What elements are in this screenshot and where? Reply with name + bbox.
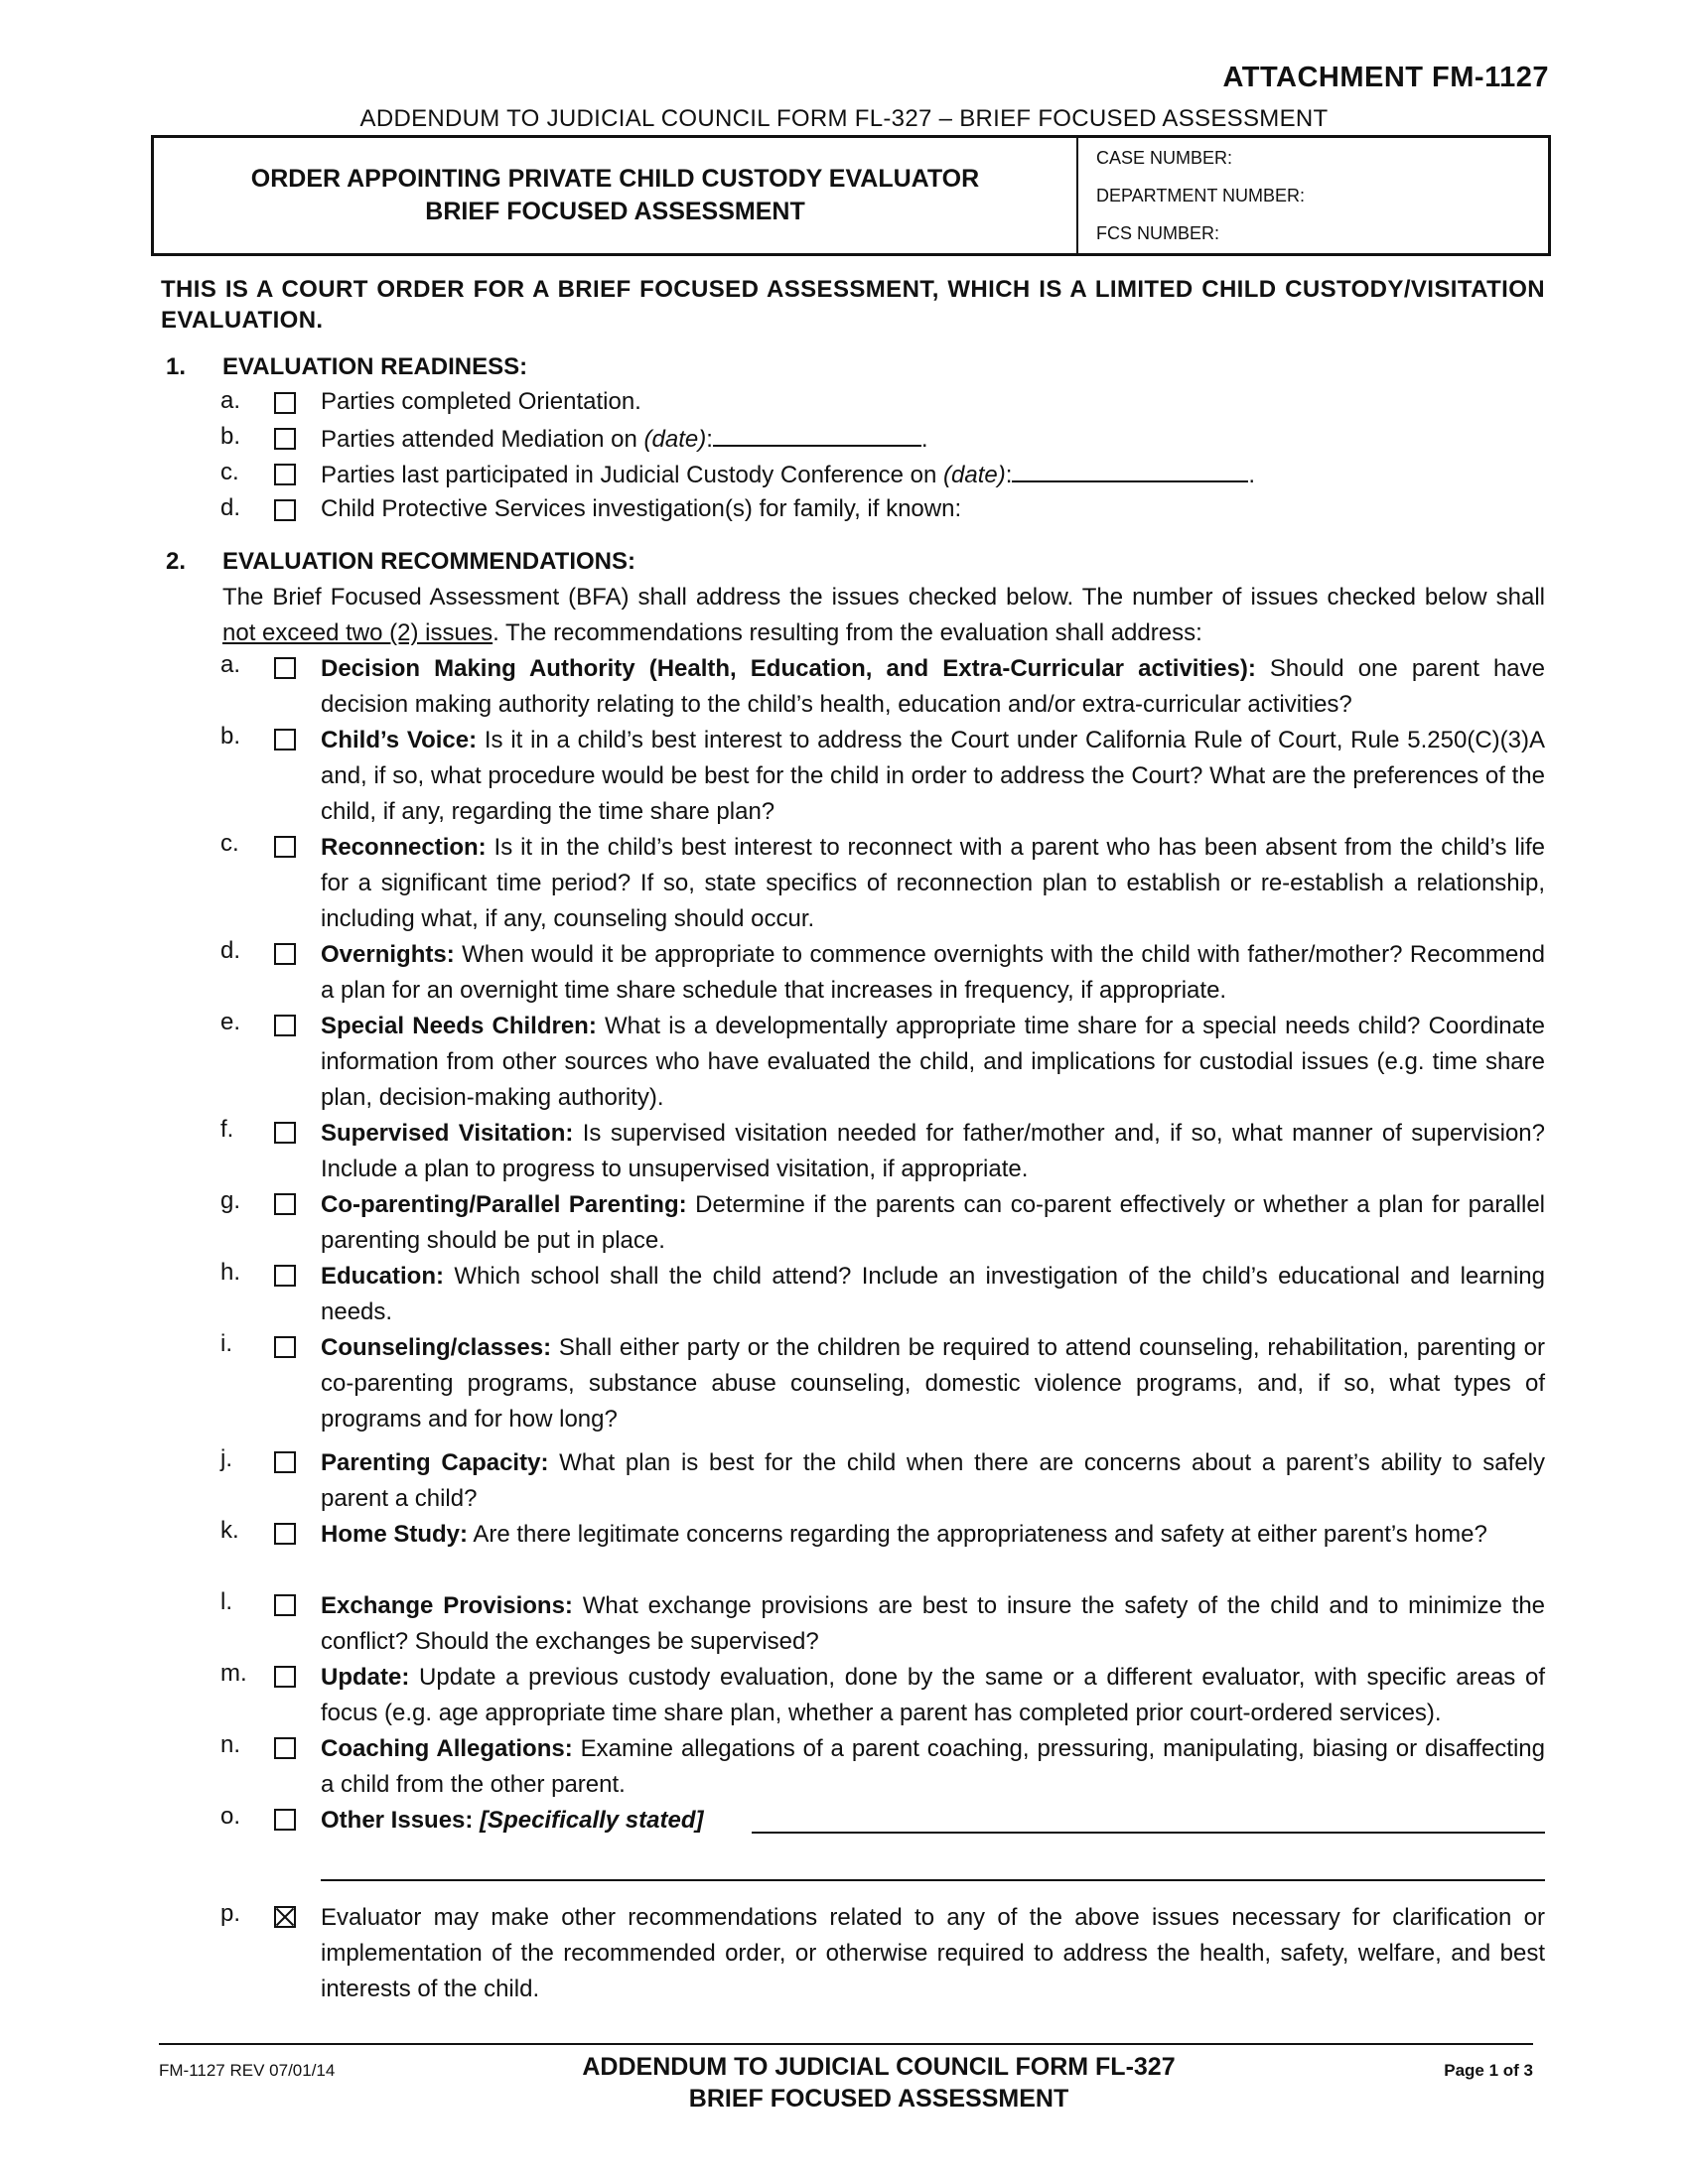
footer-divider (159, 2043, 1533, 2045)
item-letter: n. (220, 1731, 241, 1758)
item-letter: c. (220, 830, 239, 857)
footer-title (447, 2051, 1311, 2115)
checkbox[interactable] (274, 1451, 296, 1473)
date-label: (date) (643, 426, 707, 453)
item-body: What is a developmentally appropriate time share for a special needs child? Coordinate information from other sources who have evaluated the child, and implications for custodial issues (e.g. time share plan, decision-making authority). (321, 1013, 1545, 1111)
date-colon: : (1005, 462, 1013, 488)
item-text: Child Protective Services investigation(s) for family, if known: (321, 495, 962, 522)
item-text (321, 1588, 1545, 1660)
item-body: Shall either party or the children be required to attend counseling, rehabilitation, parenting or co-parenting programs, substance abuse counseling, domestic violence programs, and, if so, what types of programs and for how long? (321, 1334, 1545, 1433)
footer-form-rev: FM-1127 REV 07/01/14 (159, 2061, 336, 2080)
checkbox[interactable] (274, 836, 296, 858)
item-heading: Supervised Visitation: (321, 1120, 574, 1147)
other-issues-input-line1[interactable] (752, 1832, 1545, 1834)
item-text (321, 1731, 1545, 1803)
checkbox[interactable] (274, 1594, 296, 1616)
item-body: Is it in the child’s best interest to reconnect with a parent who has been absent from the child’s life for a significant time period? If so, state specifics of reconnection plan to establish or re-establish a relationship, including what, if any, counseling should occur. (321, 834, 1545, 932)
item-end: . (1248, 462, 1256, 488)
item-body: Which school shall the child attend? Include an investigation of the child’s educational and learning needs. (321, 1263, 1545, 1325)
item-letter: h. (220, 1259, 241, 1286)
section2-intro-underlined: not exceed two (2) issues (222, 619, 493, 646)
item-text: Parties completed Orientation. (321, 388, 641, 415)
section1-title: EVALUATION READINESS: (222, 353, 528, 380)
item-heading: Exchange Provisions: (321, 1592, 573, 1619)
section1-number: 1. (166, 353, 187, 380)
item-heading: Education: (321, 1263, 444, 1290)
mediation-date-blank[interactable] (713, 423, 921, 447)
item-text (321, 1660, 1545, 1731)
item-heading: Parenting Capacity: (321, 1449, 549, 1476)
item-letter: f. (220, 1116, 234, 1143)
date-label: (date) (943, 462, 1006, 488)
item-body: Are there legitimate concerns regarding the appropriateness and safety at either parent’s home? (468, 1521, 1487, 1548)
item-text (321, 937, 1545, 1009)
item-heading: Counseling/classes: (321, 1334, 552, 1361)
item-body: Examine allegations of a parent coaching, pressuring, manipulating, biasing or disaffecting a child from the other parent. (321, 1735, 1545, 1798)
item-text-main: Parties attended Mediation on (321, 426, 644, 453)
item-body: What exchange provisions are best to insure the safety of the child and to minimize the conflict? Should the exchanges be supervised? (321, 1592, 1546, 1655)
item-letter: i. (220, 1330, 232, 1357)
item-body: Determine if the parents can co-parent effectively or whether a plan for parallel parenting should be put in place. (321, 1191, 1545, 1254)
item-body: When would it be appropriate to commence overnights with the child with father/mother? Recommend a plan for an overnight time share schedule that increases in frequency, if appropriate. (321, 941, 1545, 1004)
item-text (321, 1259, 1545, 1330)
item-text (321, 651, 1545, 723)
section2-number: 2. (166, 548, 187, 575)
item-letter: k. (220, 1517, 239, 1544)
addendum-line: ADDENDUM TO JUDICIAL COUNCIL FORM FL-327 – BRIEF FOCUSED ASSESSMENT (359, 105, 1329, 132)
item-letter: a. (220, 651, 241, 678)
item-heading: Special Needs Children: (321, 1013, 597, 1039)
item-heading: Reconnection: (321, 834, 487, 861)
item-letter: l. (220, 1588, 232, 1615)
other-issues-input-line2[interactable] (321, 1879, 1545, 1881)
form-title-line2: BRIEF FOCUSED ASSESSMENT (425, 198, 805, 225)
checkbox[interactable] (274, 657, 296, 679)
item-letter: a. (220, 387, 241, 414)
item-heading: Child’s Voice: (321, 727, 478, 753)
section2-intro-part2: . The recommendations resulting from the evaluation shall address: (492, 619, 1202, 646)
item-letter: g. (220, 1187, 241, 1214)
checkbox[interactable] (274, 428, 296, 450)
checkbox[interactable] (274, 1193, 296, 1215)
checkbox[interactable] (274, 464, 296, 485)
item-text (321, 459, 1545, 490)
item-text-main: Parties last participated in Judicial Custody Conference on (321, 462, 943, 488)
item-text (321, 1330, 1545, 1437)
footer-title-line2: BRIEF FOCUSED ASSESSMENT (688, 2085, 1069, 2113)
checkbox-checked[interactable] (274, 1906, 296, 1928)
item-heading: Decision Making Authority (Health, Education, and Extra-Curricular activities): (321, 655, 1256, 682)
item-letter: j. (220, 1445, 232, 1472)
case-info (1079, 138, 1548, 253)
checkbox[interactable] (274, 1666, 296, 1688)
checkbox[interactable] (274, 1523, 296, 1545)
item-text (321, 1445, 1545, 1517)
checkbox[interactable] (274, 943, 296, 965)
checkbox[interactable] (274, 1336, 296, 1358)
item-heading: Overnights: (321, 941, 455, 968)
section2-intro-part1: The Brief Focused Assessment (BFA) shall address the issues checked below. The number of issues checked below shall (222, 584, 1545, 611)
checkbox[interactable] (274, 1809, 296, 1831)
item-letter: e. (220, 1009, 241, 1035)
item-body: Is it in a child’s best interest to address the Court under California Rule of Court, Rule 5.250(C)(3)A and, if so, what procedure would be best for the child in order to address the Court? What are the preferences of the child, if any, regarding the time share plan? (321, 727, 1545, 825)
form-title-line1: ORDER APPOINTING PRIVATE CHILD CUSTODY EVALUATOR (250, 165, 980, 193)
item-heading: Other Issues: (321, 1807, 474, 1834)
item-body: Is supervised visitation needed for father/mother and, if so, what manner of supervision? Include a plan to progress to unsupervised visitation, if appropriate. (321, 1120, 1546, 1182)
item-letter: d. (220, 494, 241, 521)
checkbox[interactable] (274, 1122, 296, 1144)
item-letter: d. (220, 937, 241, 964)
item-text (321, 1187, 1545, 1259)
item-letter: m. (220, 1660, 247, 1687)
checkbox[interactable] (274, 1737, 296, 1759)
item-italic: [Specifically stated] (480, 1807, 704, 1834)
court-order-intro: THIS IS A COURT ORDER FOR A BRIEF FOCUSED ASSESSMENT, WHICH IS A LIMITED CHILD CUSTODY/VISITATION EVALUATION. (161, 276, 1545, 334)
department-number-field[interactable]: DEPARTMENT NUMBER: (1096, 186, 1306, 205)
item-heading: Coaching Allegations: (321, 1735, 573, 1762)
case-number-field[interactable]: CASE NUMBER: (1096, 148, 1233, 168)
item-letter: p. (220, 1900, 241, 1927)
item-letter: b. (220, 723, 241, 750)
checkbox[interactable] (274, 392, 296, 414)
item-text: Evaluator may make other recommendations related to any of the above issues necessary for clarification or implementation of the recommended order, or otherwise required to address the health, safety, welfare, and best interests of the child. (321, 1904, 1545, 2002)
footer-title-line1: ADDENDUM TO JUDICIAL COUNCIL FORM FL-327 (582, 2053, 1176, 2081)
form-title (154, 138, 1078, 253)
item-body: What plan is best for the child when there are concerns about a parent’s ability to safely parent a child? (321, 1449, 1545, 1512)
checkbox[interactable] (274, 499, 296, 521)
conference-date-blank[interactable] (1012, 459, 1248, 482)
item-text (321, 423, 1545, 455)
item-letter: b. (220, 423, 241, 450)
item-heading: Home Study: (321, 1521, 469, 1548)
item-body: Update a previous custody evaluation, done by the same or a different evaluator, with specific areas of focus (e.g. age appropriate time share plan, whether a parent has completed prior court-ordered services). (321, 1664, 1545, 1726)
item-heading: Update: (321, 1664, 410, 1691)
item-text (321, 830, 1545, 937)
checkbox[interactable] (274, 1015, 296, 1036)
item-text (321, 723, 1545, 830)
item-text (321, 1517, 1545, 1553)
item-letter: c. (220, 459, 239, 485)
item-text (321, 1116, 1545, 1187)
attachment-label: ATTACHMENT FM-1127 (1222, 62, 1549, 93)
item-text (321, 1009, 1545, 1116)
section2-intro (222, 580, 1545, 651)
checkbox[interactable] (274, 729, 296, 751)
item-letter: o. (220, 1803, 241, 1830)
date-colon: : (706, 426, 713, 453)
fcs-number-field[interactable]: FCS NUMBER: (1096, 223, 1220, 243)
checkbox[interactable] (274, 1265, 296, 1287)
footer-page-number: Page 1 of 3 (1444, 2061, 1533, 2080)
item-heading: Co-parenting/Parallel Parenting: (321, 1191, 687, 1218)
item-end: . (920, 426, 928, 453)
item-body: Should one parent have decision making authority relating to the child’s health, education and/or extra-curricular activities? (321, 655, 1545, 718)
section2-title: EVALUATION RECOMMENDATIONS: (222, 548, 635, 575)
header-box (151, 135, 1551, 256)
